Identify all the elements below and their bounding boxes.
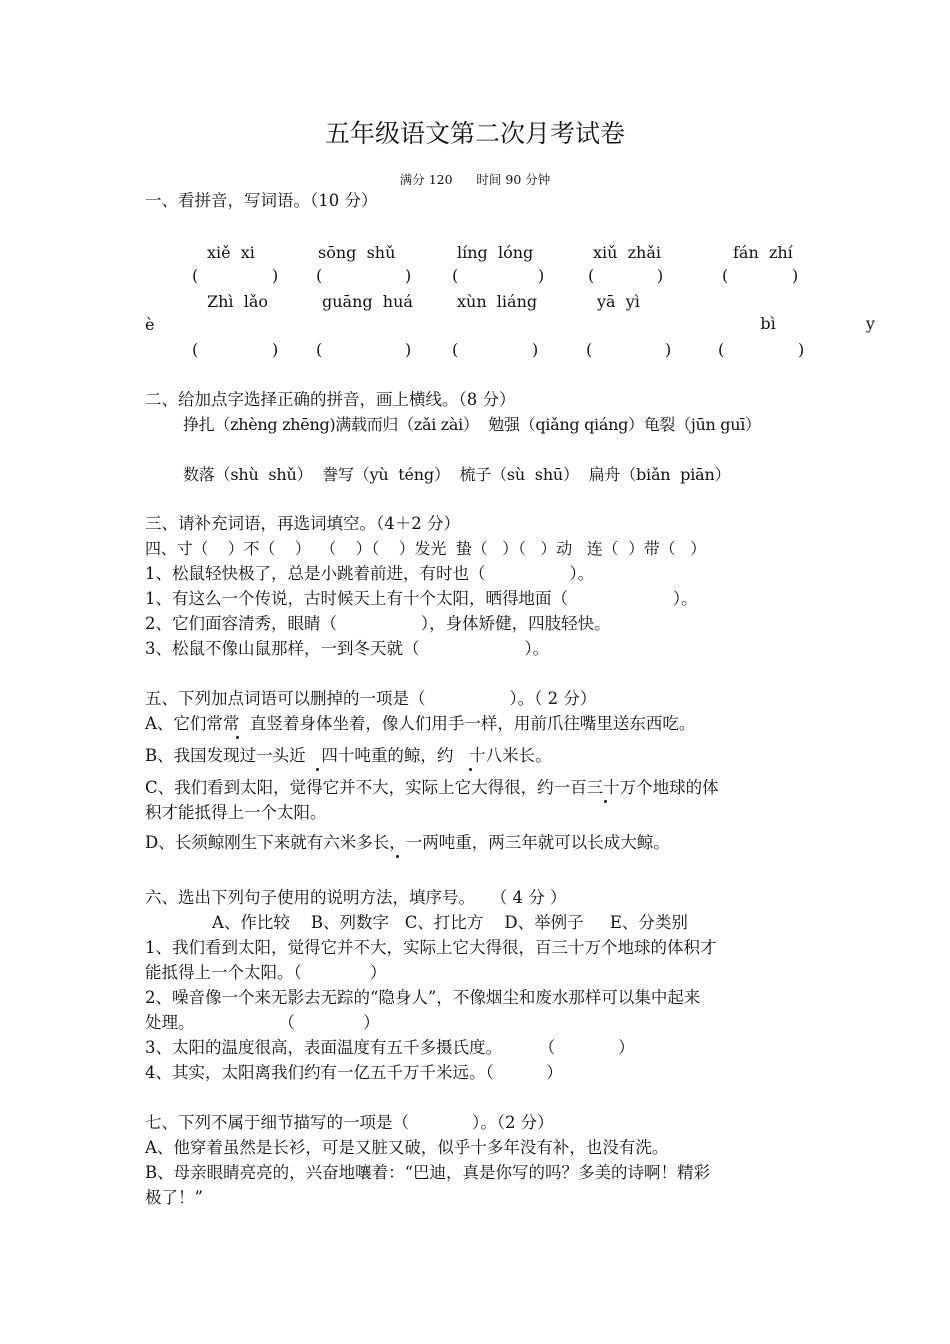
pinyin-2: sōng shǔ — [318, 243, 396, 262]
section-6-q4: 4、其实，太阳离我们约有一亿五千万千米远。（ ） — [145, 1063, 563, 1082]
section-2-line-1: 挣扎（zhèng zhēng)满载而归（zǎi zài） 勉强（qiǎng qiáng）龟裂（jūn guī） — [183, 415, 761, 434]
section-6-q2-line-2: 处理。 （ ） — [145, 1013, 380, 1032]
answer-paren-close: ) — [538, 266, 545, 285]
section-5-option-a: A、它们常常 直竖着身体坐着，像人们用手一样，用前爪往嘴里送东西吃。 — [145, 714, 696, 733]
emphasis-dot — [604, 800, 607, 803]
pinyin-10-part-a: bì y — [760, 314, 875, 333]
answer-paren-open: ( — [316, 340, 323, 359]
section-7-heading: 七、下列不属于细节描写的一项是（ ）。（2 分） — [145, 1113, 554, 1132]
section-7-option-b-line-1: B、母亲眼睛亮亮的，兴奋地嚷着：“巴迪，真是你写的吗？多美的诗啊！精彩 — [145, 1163, 711, 1182]
answer-paren-open: ( — [452, 266, 459, 285]
answer-paren-open: ( — [586, 340, 593, 359]
section-3-q2: 2、它们面容清秀，眼睛（ ），身体矫健，四肢轻快。 — [145, 614, 611, 633]
section-5-option-b: B、我国发现过一头近 四十吨重的鲸，约 十八米长。 — [145, 746, 552, 765]
section-6-q1-line-2: 能抵得上一个太阳。（ ） — [145, 963, 387, 982]
pinyin-5: fán zhí — [733, 243, 793, 262]
pinyin-9: yā yì — [597, 292, 640, 311]
answer-paren-close: ) — [272, 340, 279, 359]
section-5-heading: 五、下列加点词语可以删掉的一项是（ ）。（ 2 分） — [145, 689, 597, 708]
section-2-line-2: 数落（shù shǔ） 誊写（yù téng） 梳子（sù shū） 扁舟（biǎn piān） — [183, 465, 731, 484]
answer-paren-close: ) — [798, 340, 805, 359]
emphasis-dot — [316, 768, 319, 771]
section-5-option-c-line-1: C、我们看到太阳，觉得它并不大，实际上它大得很，约一百三十万个地球的体 — [145, 778, 719, 797]
answer-paren-open: ( — [718, 340, 725, 359]
pinyin-10 — [740, 291, 875, 357]
page-subtitle: 满分 120 时间 90 分钟 — [399, 172, 551, 187]
emphasis-dot — [236, 736, 239, 739]
pinyin-10-wrap: è — [145, 315, 155, 334]
pinyin-7: guāng huá — [322, 292, 413, 311]
page-title: 五年级语文第二次月考试卷 — [324, 119, 625, 148]
answer-paren-close: ) — [792, 266, 799, 285]
answer-paren-close: ) — [665, 340, 672, 359]
answer-paren-close: ) — [657, 266, 664, 285]
section-3-q3: 3、松鼠不像山鼠那样，一到冬天就（ ）。 — [145, 639, 550, 658]
section-6-q3: 3、太阳的温度很高，表面温度有五千多摄氏度。 （ ） — [145, 1038, 635, 1057]
section-6-heading: 六、选出下列句子使用的说明方法，填序号。 （ 4 分 ） — [145, 888, 567, 907]
answer-paren-close: ) — [405, 266, 412, 285]
section-5-option-c-line-2: 积才能抵得上一个太阳。 — [145, 803, 327, 822]
section-7-option-a: A、他穿着虽然是长衫，可是又脏又破，似乎十多年没有补，也没有洗。 — [145, 1138, 669, 1157]
section-7-option-b-line-2: 极了！” — [145, 1188, 203, 1207]
section-3-heading: 三、请补充词语，再选词填空。（4＋2 分） — [145, 514, 460, 533]
answer-paren-close: ) — [405, 340, 412, 359]
section-6-q2-line-1: 2、噪音像一个来无影去无踪的“隐身人”，不像烟尘和废水那样可以集中起来 — [145, 988, 701, 1007]
section-2-heading: 二、给加点字选择正确的拼音，画上横线。（8 分） — [145, 390, 516, 409]
answer-paren-open: ( — [316, 266, 323, 285]
pinyin-8: xùn liáng — [457, 292, 538, 311]
answer-paren-open: ( — [722, 266, 729, 285]
answer-paren-close: ) — [272, 266, 279, 285]
section-1-heading: 一、看拼音，写词语。（10 分） — [145, 191, 378, 210]
emphasis-dot — [396, 855, 399, 858]
pinyin-3: líng lóng — [457, 243, 534, 262]
pinyin-6: Zhì lǎo — [207, 292, 268, 311]
pinyin-1: xiě xi — [207, 243, 255, 262]
section-3-q1b: 1、有这么一个传说，古时候天上有十个太阳，晒得地面（ ）。 — [145, 589, 698, 608]
emphasis-dot — [469, 768, 472, 771]
section-3-q1a: 1、松鼠轻快极了，总是小跳着前进，有时也（ ）。 — [145, 564, 595, 583]
section-4-fill-words: 四、寸（ ）不（ ） （ ）（ ）发光 蛰（ ）（ ）动 连（ ）带（ ） — [145, 539, 706, 558]
answer-paren-open: ( — [588, 266, 595, 285]
section-6-q1-line-1: 1、我们看到太阳，觉得它并不大，实际上它大得很，百三十万个地球的体积才 — [145, 938, 717, 957]
pinyin-4: xiǔ zhǎi — [593, 243, 662, 262]
answer-paren-open: ( — [452, 340, 459, 359]
answer-paren-close: ) — [532, 340, 539, 359]
section-5-option-d: D、长须鲸刚生下来就有六米多长，一两吨重，两三年就可以长成大鲸。 — [145, 833, 670, 852]
section-6-options: A、作比较 B、列数字 C、打比方 D、举例子 E、分类别 — [212, 913, 688, 932]
answer-paren-open: ( — [192, 340, 199, 359]
answer-paren-open: ( — [192, 266, 199, 285]
